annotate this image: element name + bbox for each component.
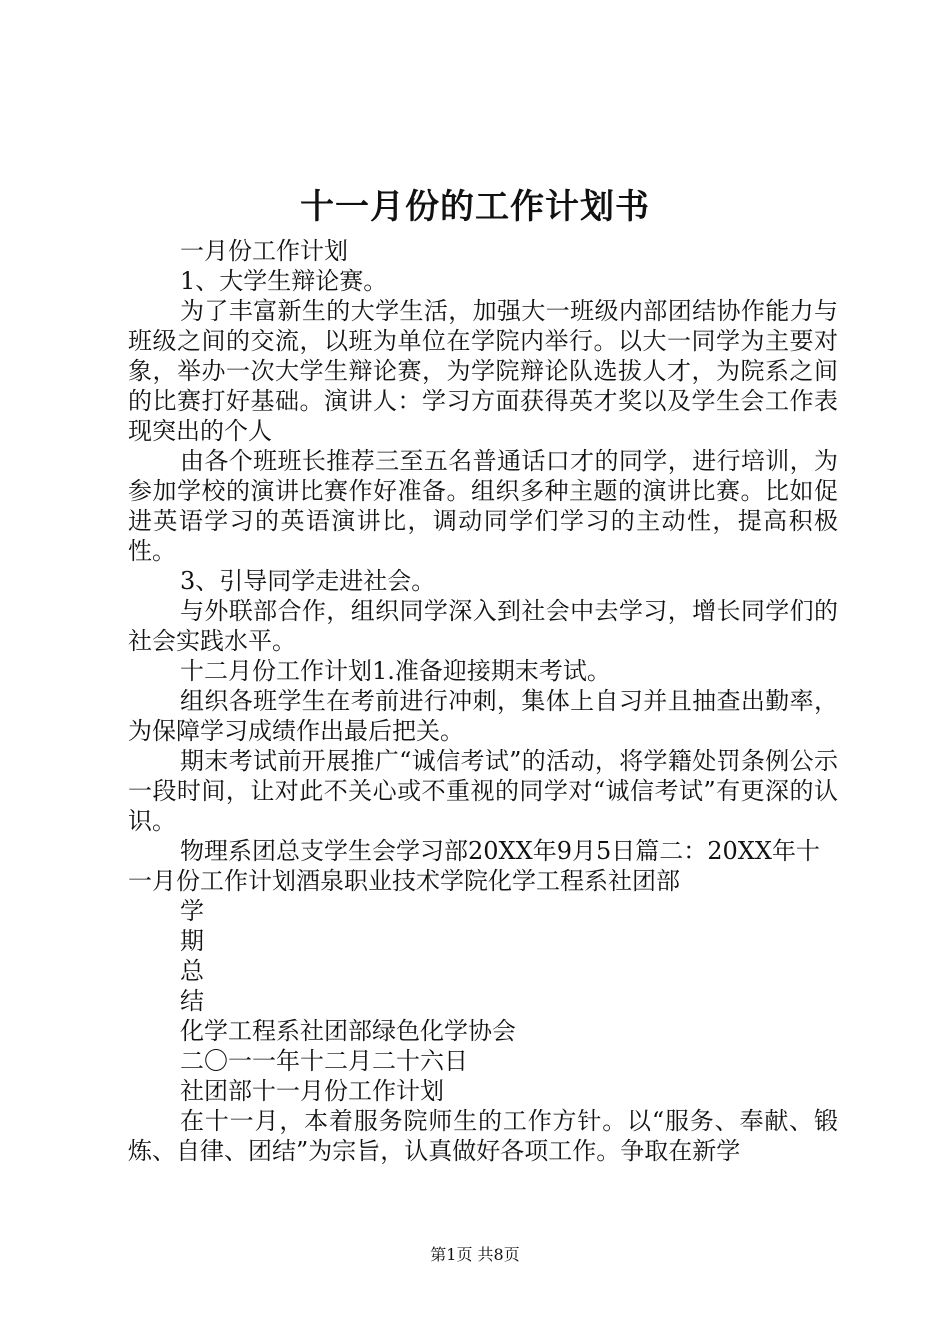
paragraph: 一月份工作计划 <box>180 237 348 265</box>
paragraph: 学 <box>180 897 204 925</box>
paragraph: 由各个班班长推荐三至五名普通话口才的同学，进行培训，为参加学校的演讲比赛作好准备。组织多种主题的演讲比赛。比如促进英语学习的英语演讲比，调动同学们学习的主动性，提高积极性。 <box>128 447 838 565</box>
paragraph: 十二月份工作计划1.准备迎接期末考试。 <box>180 657 611 685</box>
paragraph: 总 <box>180 957 204 985</box>
paragraph: 组织各班学生在考前进行冲刺，集体上自习并且抽查出勤率，为保障学习成绩作出最后把关。 <box>128 687 838 745</box>
paragraph: 二〇一一年十二月二十六日 <box>180 1047 468 1075</box>
document-body <box>128 236 838 1166</box>
document-title: 十一月份的工作计划书 <box>300 187 650 227</box>
paragraph: 化学工程系社团部绿色化学协会 <box>180 1017 516 1045</box>
paragraph: 期 <box>180 927 204 955</box>
paragraph: 社团部十一月份工作计划 <box>180 1077 444 1105</box>
paragraph: 物理系团总支学生会学习部20XX年9月5日篇二：20XX年十一月份工作计划酒泉职业技术学院化学工程系社团部 <box>128 837 820 895</box>
paragraph: 3、引导同学走进社会。 <box>180 567 436 595</box>
paragraph: 为了丰富新生的大学生活，加强大一班级内部团结协作能力与班级之间的交流，以班为单位在学院内举行。以大一同学为主要对象，举办一次大学生辩论赛，为学院辩论队选拔人才，为院系之间的比赛打好基础。演讲人：学习方面获得英才奖以及学生会工作表现突出的个人 <box>128 297 838 445</box>
page-footer: 第1页 共8页 <box>430 1245 520 1264</box>
paragraph: 在十一月，本着服务院师生的工作方针。以“服务、奉献、锻炼、自律、团结”为宗旨，认真做好各项工作。争取在新学 <box>128 1107 838 1165</box>
paragraph: 1、大学生辩论赛。 <box>180 267 388 295</box>
paragraph: 结 <box>180 987 204 1015</box>
paragraph: 与外联部合作，组织同学深入到社会中去学习，增长同学们的社会实践水平。 <box>128 597 838 655</box>
paragraph: 期末考试前开展推广“诚信考试”的活动，将学籍处罚条例公示一段时间，让对此不关心或不重视的同学对“诚信考试”有更深的认识。 <box>128 747 838 835</box>
